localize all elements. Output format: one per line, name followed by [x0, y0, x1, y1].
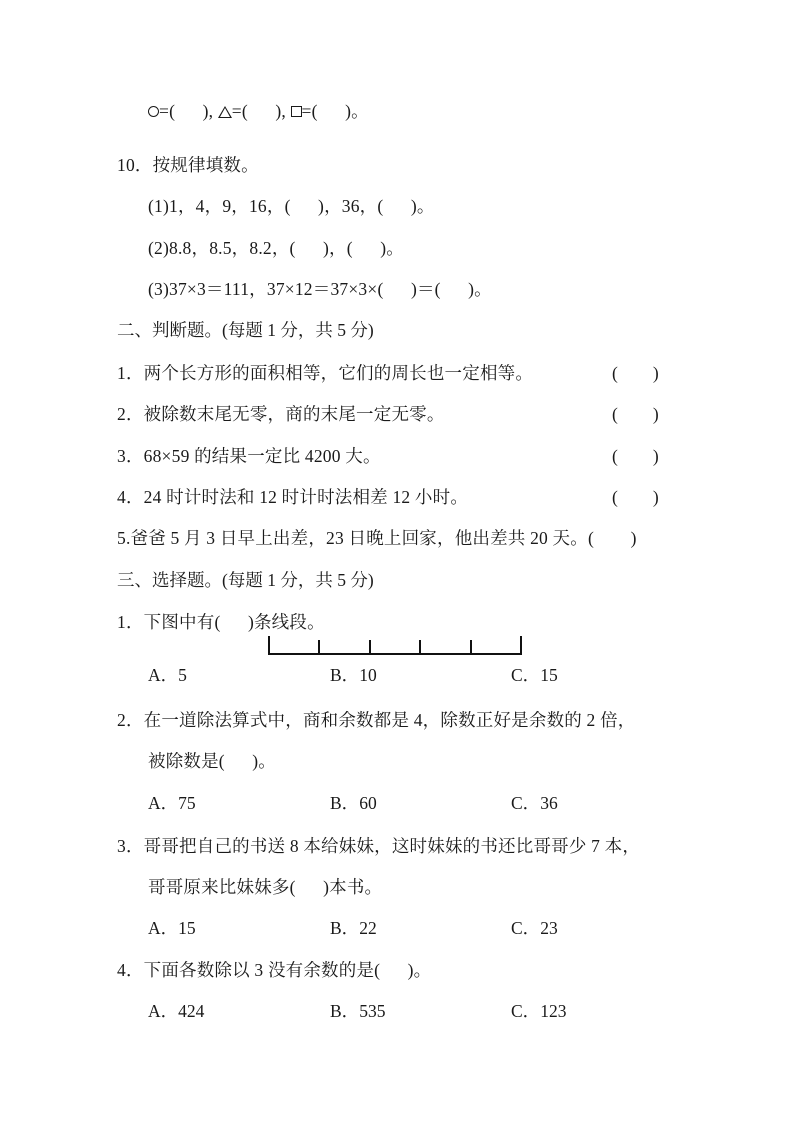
s3-q3-option-b-key: B． — [330, 918, 360, 938]
s3-q4-option-c-key: C． — [511, 1001, 541, 1021]
s3-q1-option-c-value: 15 — [540, 665, 558, 685]
q10-1-label: (1) — [148, 196, 170, 216]
q10-2-text-b: )，( — [323, 238, 353, 258]
s2-q5-answer-paren[interactable]: ) — [593, 528, 637, 548]
section3-question-4-stem — [117, 962, 431, 980]
s3-q4-option-b-key: B． — [330, 1001, 360, 1021]
s3-q3-option-a-value: 15 — [178, 918, 196, 938]
s2-q1-answer-paren[interactable]: ( ) — [612, 363, 659, 383]
s2-q4-answer-paren[interactable]: ( ) — [612, 487, 659, 507]
section-3-heading: 三、选择题。(每题 1 分，共 5 分) — [117, 570, 374, 590]
q9-triangle-equals: =( — [231, 101, 248, 121]
q10-1-text-a: 1，4，9，16，( — [169, 196, 291, 216]
question-10-item-3 — [148, 281, 492, 299]
q10-3-text-b: )＝( — [410, 279, 441, 299]
s3-q2-number: 2． — [117, 710, 144, 730]
segment-tick-2 — [318, 640, 320, 655]
s3-q3-stem-line1: 哥哥把自己的书送 8 本给妹妹，这时妹妹的书还比哥哥少 7 本， — [143, 836, 641, 856]
s3-q2-stem-line2a: 被除数是( — [148, 751, 225, 771]
s2-q3-answer-paren[interactable]: ( ) — [612, 446, 659, 466]
s3-q1-stem-tail: )条线段。 — [247, 612, 325, 632]
question-10-title: 按规律填数。 — [152, 155, 259, 175]
q10-1-blank-2 — [383, 198, 410, 216]
s3-q3-option-c[interactable] — [511, 920, 558, 938]
s3-q2-option-b-key: B． — [330, 793, 360, 813]
section2-question-1 — [117, 365, 533, 383]
square-shape-icon — [291, 106, 302, 117]
s3-q2-stem-line2b: )。 — [252, 751, 277, 771]
s3-q1-number: 1． — [117, 612, 144, 632]
s2-q2-text: 被除数末尾无零，商的末尾一定无零。 — [143, 404, 445, 424]
s3-q2-option-a-value: 75 — [178, 793, 196, 813]
s3-q1-option-b[interactable] — [330, 667, 377, 685]
s3-q2-blank[interactable] — [225, 753, 252, 771]
s3-q3-option-b-value: 22 — [359, 918, 377, 938]
question-10-item-1 — [148, 198, 435, 216]
q9-square-equals: =( — [301, 101, 318, 121]
s3-q3-option-b[interactable] — [330, 920, 377, 938]
section2-question-4 — [117, 489, 468, 507]
s3-q2-option-b[interactable] — [330, 795, 377, 813]
s3-q4-option-b-value: 535 — [359, 1001, 386, 1021]
triangle-shape-icon — [218, 106, 232, 118]
s2-q3-text: 68×59 的结果一定比 4200 大。 — [143, 446, 381, 466]
s2-q5-text: 爸爸 5 月 3 日早上出差，23 日晚上回家，他出差共 20 天。( — [130, 528, 594, 548]
s3-q2-option-c-key: C． — [511, 793, 541, 813]
q10-1-text-c: )。 — [410, 196, 435, 216]
s3-q3-blank[interactable] — [296, 879, 323, 897]
s3-q2-stem-line1: 在一道除法算式中，商和余数都是 4，除数正好是余数的 2 倍， — [143, 710, 636, 730]
s3-q2-option-a[interactable] — [148, 795, 196, 813]
s3-q3-number: 3． — [117, 836, 144, 856]
q9-blank-3 — [318, 103, 345, 121]
section3-question-2-stem-line2 — [148, 753, 276, 771]
q9-blank-1 — [175, 103, 202, 121]
s3-q1-option-a[interactable] — [148, 667, 187, 685]
s2-q2-answer-paren[interactable]: ( ) — [612, 404, 659, 424]
q10-3-text-c: )。 — [468, 279, 492, 299]
section2-question-5 — [117, 530, 637, 548]
s3-q3-stem-line2b: )本书。 — [323, 877, 383, 897]
s3-q4-blank[interactable] — [380, 962, 407, 980]
segment-tick-4 — [419, 640, 421, 655]
q10-2-text-c: )。 — [380, 238, 404, 258]
s2-q4-text: 24 时计时法和 12 时计时法相差 12 小时。 — [143, 487, 469, 507]
s3-q3-option-c-value: 23 — [540, 918, 558, 938]
q10-1-blank-1 — [291, 198, 318, 216]
segment-tick-6 — [520, 636, 522, 655]
question-10-number: 10． — [117, 155, 153, 175]
question-9-tail — [148, 103, 369, 121]
q10-3-text-a: 37×3＝111，37×12＝37×3×( — [169, 279, 384, 299]
s3-q1-option-a-key: A． — [148, 665, 179, 685]
s3-q4-option-c-value: 123 — [540, 1001, 567, 1021]
s3-q3-stem-line2a: 哥哥原来比妹妹多( — [148, 877, 296, 897]
q10-1-text-b: )，36，( — [318, 196, 384, 216]
question-10-item-2 — [148, 240, 404, 258]
q10-2-blank-2 — [353, 240, 380, 258]
segment-baseline — [268, 653, 522, 655]
q10-2-label: (2) — [148, 238, 170, 258]
section3-question-3-stem-line1 — [117, 838, 640, 856]
q9-sep-1: ), — [202, 101, 214, 121]
s3-q4-option-a-key: A． — [148, 1001, 179, 1021]
circle-shape-icon — [148, 106, 159, 117]
s3-q1-option-c-key: C． — [511, 665, 541, 685]
section3-question-1-stem — [117, 614, 325, 632]
s2-q1-text: 两个长方形的面积相等，它们的周长也一定相等。 — [143, 363, 534, 383]
s2-q4-number: 4． — [117, 487, 144, 507]
q10-3-blank-1 — [383, 281, 410, 299]
q9-end: )。 — [345, 101, 369, 121]
segment-tick-3 — [369, 640, 371, 655]
s3-q1-stem: 下图中有( — [143, 612, 221, 632]
s3-q4-option-c[interactable] — [511, 1003, 566, 1021]
s3-q1-option-c[interactable] — [511, 667, 558, 685]
s3-q4-option-a[interactable] — [148, 1003, 204, 1021]
s2-q2-number: 2． — [117, 404, 144, 424]
q10-2-text-a: 8.8，8.5，8.2，( — [169, 238, 296, 258]
q9-sep-2: ), — [275, 101, 286, 121]
question-10-header — [117, 157, 259, 175]
section2-question-3 — [117, 448, 381, 466]
segment-tick-5 — [470, 640, 472, 655]
q10-3-label: (3) — [148, 279, 170, 299]
s3-q2-option-c-value: 36 — [540, 793, 558, 813]
section3-question-3-stem-line2 — [148, 879, 382, 897]
s3-q3-option-a[interactable] — [148, 920, 196, 938]
s3-q2-option-c[interactable] — [511, 795, 558, 813]
s3-q1-option-b-value: 10 — [359, 665, 377, 685]
s3-q4-number: 4． — [117, 960, 144, 980]
s3-q3-option-c-key: C． — [511, 918, 541, 938]
s2-q1-number: 1． — [117, 363, 144, 383]
s3-q4-option-a-value: 424 — [178, 1001, 205, 1021]
s3-q4-option-b[interactable] — [330, 1003, 385, 1021]
q10-3-blank-2 — [441, 281, 468, 299]
s3-q2-option-b-value: 60 — [359, 793, 377, 813]
q10-2-blank-1 — [296, 240, 323, 258]
s3-q1-blank[interactable] — [220, 614, 247, 632]
s3-q4-stem-tail: )。 — [407, 960, 432, 980]
section3-question-2-stem-line1 — [117, 712, 635, 730]
q9-blank-2 — [248, 103, 275, 121]
section-2-heading: 二、判断题。(每题 1 分，共 5 分) — [117, 320, 374, 340]
segment-tick-1 — [268, 636, 270, 655]
number-line-segment-figure — [268, 633, 522, 655]
s3-q4-stem: 下面各数除以 3 没有余数的是( — [143, 960, 381, 980]
s3-q2-option-a-key: A． — [148, 793, 179, 813]
section2-question-2 — [117, 406, 445, 424]
s2-q5-number: 5. — [117, 528, 131, 548]
s2-q3-number: 3． — [117, 446, 144, 466]
s3-q1-option-b-key: B． — [330, 665, 360, 685]
q9-circle-equals: =( — [159, 101, 176, 121]
s3-q3-option-a-key: A． — [148, 918, 179, 938]
s3-q1-option-a-value: 5 — [178, 665, 187, 685]
